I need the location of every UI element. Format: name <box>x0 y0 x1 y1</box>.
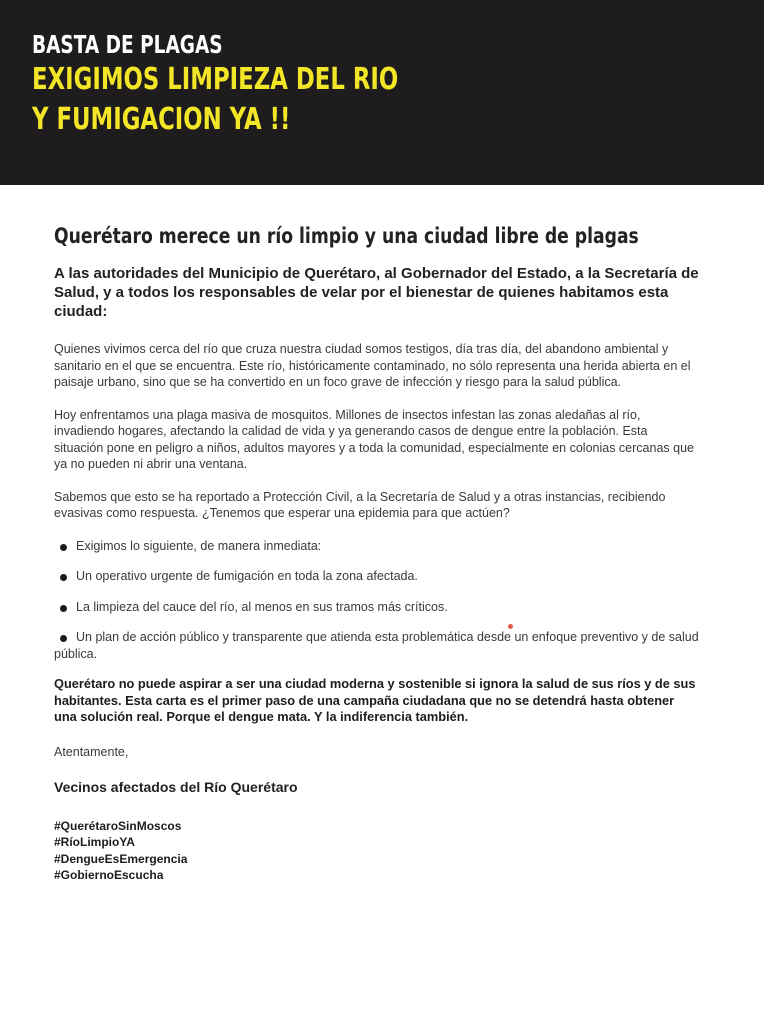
paragraph-mosquito-plague: Hoy enfrentamos una plaga masiva de mosquitos. Millones de insectos infestan las zonas aledañas al río, invadiendo hogares, afectando la calidad de vida y ya generando casos de dengue entre la población. Esta situación pone en peligro a niños, adultos mayores y a toda la comunidad, especialmente en colonias cercanas que ya no pueden ni abrir una ventana. <box>54 407 694 471</box>
list-item <box>54 568 700 585</box>
demands-list <box>54 538 700 663</box>
hashtag: #QuerétaroSinMoscos <box>54 818 182 833</box>
list-item-text: Un plan de acción público y transparente que atienda esta problemática desde un enfoque preventivo y de salud pública. <box>54 630 699 661</box>
closing-statement: Querétaro no puede aspirar a ser una ciudad moderna y sostenible si ignora la salud de sus ríos y de sus habitantes. Esta carta es el primer paso de una campaña ciudadana que no se detendrá hasta obtener una solución real. Porque el dengue mata. Y la indiferencia también. <box>54 676 696 724</box>
letter-address: A las autoridades del Municipio de Querétaro, al Gobernador del Estado, a la Secretaría de Salud, y a todos los responsables de velar por el bienestar de quienes habitamos esta ciudad: <box>54 265 699 320</box>
bullet-dot-icon <box>60 544 67 551</box>
hashtag: #DengueEsEmergencia <box>54 851 188 866</box>
stray-red-dot <box>508 624 513 629</box>
bullet-dot-icon <box>60 635 67 642</box>
hashtag: #RíoLimpioYA <box>54 835 135 849</box>
banner-headline-line-1: EXIGIMOS LIMPIEZA DEL RIO <box>32 62 399 97</box>
letter-title: Querétaro merece un río limpio y una ciudad libre de plagas <box>54 224 639 249</box>
bullet-dot-icon <box>60 605 67 612</box>
list-item-text: Un operativo urgente de fumigación en toda la zona afectada. <box>76 569 418 583</box>
list-item <box>54 538 700 555</box>
hashtag: #GobiernoEscucha <box>54 868 164 882</box>
bullet-dot-icon <box>60 574 67 581</box>
list-item-text: La limpieza del cauce del río, al menos en sus tramos más críticos. <box>76 599 448 614</box>
list-item <box>54 599 700 616</box>
letter-body <box>54 222 700 884</box>
salutation: Atentamente, <box>54 744 129 759</box>
list-item <box>54 629 700 662</box>
list-item-text: Exigimos lo siguiente, de manera inmediata: <box>76 538 322 553</box>
header-banner <box>0 0 764 185</box>
signature: Vecinos afectados del Río Querétaro <box>54 778 298 795</box>
banner-kicker: BASTA DE PLAGAS <box>32 30 223 59</box>
paragraph-reports-ignored: Sabemos que esto se ha reportado a Protección Civil, a la Secretaría de Salud y a otras instancias, recibiendo evasivas como respuesta. ¿Tenemos que esperar una epidemia para que actúen? <box>54 489 666 520</box>
hashtag-list <box>54 818 700 884</box>
banner-headline-line-2: Y FUMIGACION YA !! <box>32 102 291 137</box>
paragraph-river-abandonment: Quienes vivimos cerca del río que cruza nuestra ciudad somos testigos, día tras día, del abandono ambiental y sanitario en el que se encuentra. Este río, históricamente contaminado, no sólo representa una herida abierta en el paisaje urbano, sino que se ha convertido en un foco grave de infección y riesgo para la salud pública. <box>54 342 691 389</box>
